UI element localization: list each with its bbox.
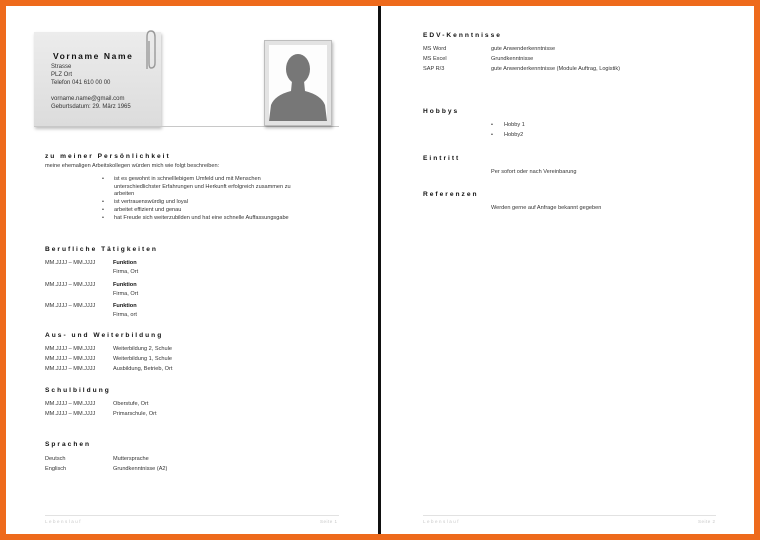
personality-intro: meine ehemaligen Arbeitskollegen würden mich wie folgt beschreiben:: [45, 163, 220, 169]
work-place: Firma, Ort: [113, 291, 139, 297]
language-name: Englisch: [45, 466, 67, 472]
language-level: Grundkenntnisse (A2): [113, 466, 168, 472]
work-date: MM.JJJJ – MM.JJJJ: [45, 303, 96, 309]
work-place: Firma, Ort: [113, 269, 139, 275]
edv-level: gute Anwenderkenntnisse (Module Auftrag, Logistik): [491, 66, 621, 72]
school-text: Oberstufe, Ort: [113, 401, 149, 407]
work-heading: Berufliche Tätigkeiten: [45, 246, 158, 253]
list-item: • arbeitet effizient und genau: [102, 207, 182, 213]
edv-tool: SAP R/3: [423, 66, 445, 72]
footer-page-number: Seite 1: [320, 519, 338, 524]
hobby-bullet: •: [491, 122, 493, 128]
list-item: • ist vertrauenswürdig und loyal: [102, 199, 188, 205]
list-item: • hat Freude sich weiterzubilden und hat eine schnelle Auffassungsgabe: [102, 215, 289, 221]
work-title: Funktion: [113, 303, 137, 309]
list-item: Hobby2: [504, 132, 524, 138]
personality-heading: zu meiner Persönlichkeit: [45, 153, 171, 160]
footer-rule: [423, 515, 716, 516]
hobbies-heading: Hobbys: [423, 108, 460, 115]
work-title: Funktion: [113, 260, 137, 266]
footer-label: Lebenslauf: [423, 519, 461, 524]
list-item: • ist es gewohnt in schnelllebigem Umfeld und mit Menschen: [102, 176, 261, 182]
references-heading: Referenzen: [423, 191, 479, 198]
personality-list: [102, 176, 291, 222]
edv-tool: MS Excel: [423, 56, 447, 62]
profile-photo: [264, 40, 332, 126]
footer-label: Lebenslauf: [45, 519, 83, 524]
training-date: MM.JJJJ – MM.JJJJ: [45, 366, 96, 372]
training-text: Weiterbildung 1, Schule: [113, 356, 172, 362]
work-title: Funktion: [113, 282, 137, 288]
person-name: Vorname Name: [53, 51, 134, 61]
list-item: arbeiten: [114, 191, 135, 197]
email: vorname.name@gmail.com: [51, 96, 125, 102]
work-place: Firma, ort: [113, 312, 137, 318]
work-date: MM.JJJJ – MM.JJJJ: [45, 282, 96, 288]
paperclip-icon: [142, 29, 158, 73]
person-silhouette-icon: [269, 45, 327, 121]
birth-date: Geburtsdatum: 29. März 1965: [51, 104, 131, 110]
training-text: Weiterbildung 2, Schule: [113, 346, 172, 352]
edv-tool: MS Word: [423, 46, 447, 52]
footer-rule: [45, 515, 339, 516]
training-text: Ausbildung, Betrieb, Ort: [113, 366, 173, 372]
phone: Telefon 041 610 00 00: [51, 80, 111, 86]
footer-page-number: Seite 2: [698, 519, 716, 524]
city: PLZ Ort: [51, 72, 73, 78]
edv-level: Grundkenntnisse: [491, 56, 534, 62]
hobby-bullet: •: [491, 132, 493, 138]
street: Strasse: [51, 64, 72, 70]
training-heading: Aus- und Weiterbildung: [45, 332, 164, 339]
language-level: Muttersprache: [113, 456, 149, 462]
cv-page-2: [381, 6, 754, 534]
list-item: unterschiedlichster Erfahrungen und Herkunft erfolgreich zusammen zu: [114, 184, 291, 190]
entry-text: Per sofort oder nach Vereinbarung: [491, 169, 577, 175]
school-text: Primarschule, Ort: [113, 411, 157, 417]
edv-heading: EDV-Kenntnisse: [423, 32, 502, 39]
work-date: MM.JJJJ – MM.JJJJ: [45, 260, 96, 266]
language-name: Deutsch: [45, 456, 66, 462]
school-date: MM.JJJJ – MM.JJJJ: [45, 411, 96, 417]
references-text: Werden gerne auf Anfrage bekannt gegeben: [491, 205, 602, 211]
training-date: MM.JJJJ – MM.JJJJ: [45, 356, 96, 362]
header-rule: [34, 126, 339, 127]
entry-heading: Eintritt: [423, 155, 461, 162]
school-date: MM.JJJJ – MM.JJJJ: [45, 401, 96, 407]
school-heading: Schulbildung: [45, 387, 111, 394]
edv-level: gute Anwenderkenntnisse: [491, 46, 556, 52]
list-item: Hobby 1: [504, 122, 525, 128]
languages-heading: Sprachen: [45, 441, 92, 448]
training-date: MM.JJJJ – MM.JJJJ: [45, 346, 96, 352]
cv-page-1: [6, 6, 378, 534]
